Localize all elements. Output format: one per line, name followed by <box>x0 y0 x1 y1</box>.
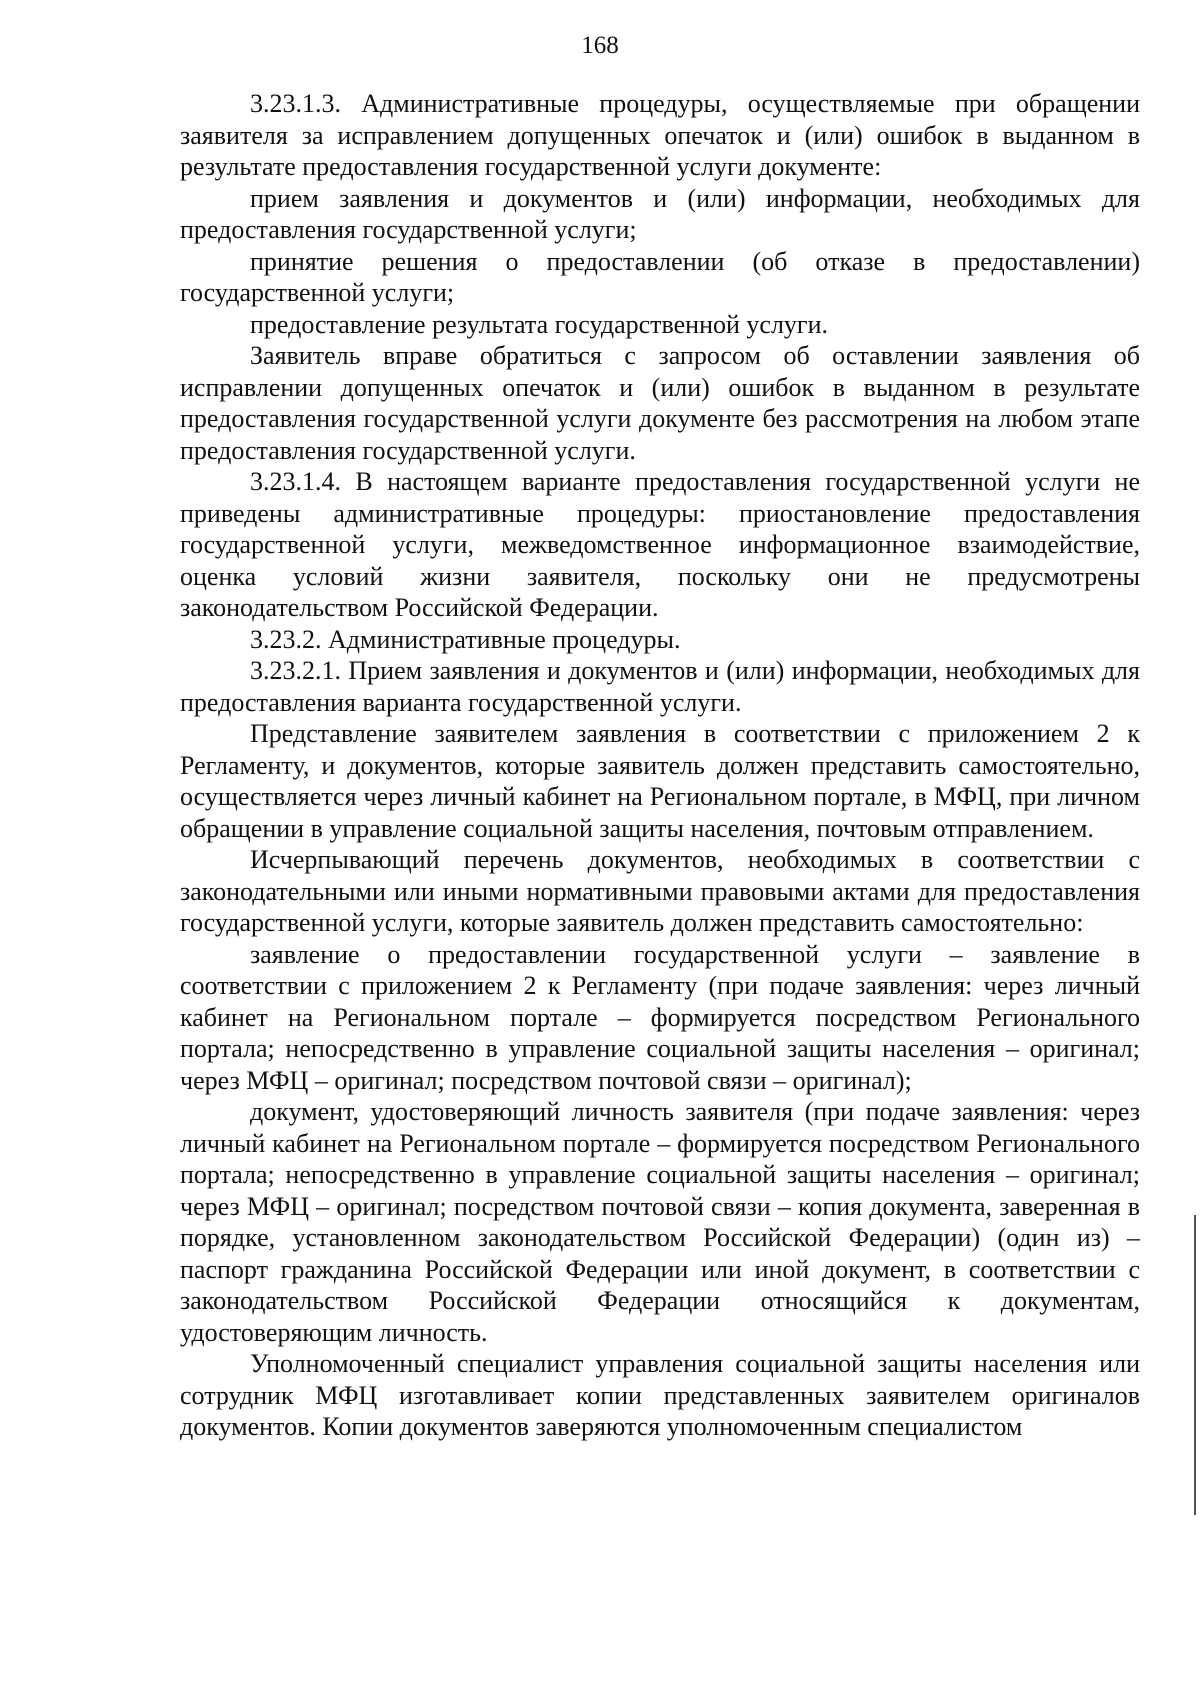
document-body <box>180 88 1140 1443</box>
list-item-decision: принятие решения о предоставлении (об отказе в предоставлении) государственной услуги; <box>180 246 1140 307</box>
page-number: 168 <box>581 32 619 59</box>
paragraph-3-23-1-3: 3.23.1.3. Административные процедуры, осуществляемые при обращении заявителя за исправлением допущенных опечаток и (или) ошибок в выданном в результате предоставления государственной услуги документе: <box>180 89 1140 181</box>
heading-3-23-2: 3.23.2. Административные процедуры. <box>250 624 681 654</box>
list-item-application-reception: прием заявления и документов и (или) информации, необходимых для предоставления государственной услуги; <box>180 183 1140 244</box>
list-item-application: заявление о предоставлении государственной услуги – заявление в соответствии с приложением 2 к Регламенту (при подаче заявления: через личный кабинет на Региональном портале – формируется посредством Регионального портала; непосредственно в управление социальной защиты населения – оригинал; через МФЦ – оригинал; посредством почтовой связи – оригинал); <box>180 939 1140 1095</box>
paragraph-submission-channels: Представление заявителем заявления в соответствии с приложением 2 к Регламенту, и документов, которые заявитель должен представить самостоятельно, осуществляется через личный кабинет на Региональном портале, в МФЦ, при личном обращении в управление социальной защиты населения, почтовым отправлением. <box>180 719 1140 843</box>
paragraph-withdrawal-right: Заявитель вправе обратиться с запросом об оставлении заявления об исправлении допущенных опечаток и (или) ошибок в выданном в результате предоставления государственной услуги документе без рассмотрения на любом этапе предоставления государственной услуги. <box>180 341 1140 465</box>
scan-edge-line <box>1194 1215 1196 1515</box>
list-item-identity-document: документ, удостоверяющий личность заявителя (при подаче заявления: через личный кабинет на Региональном портале – формируется посредством Регионального портала; непосредственно в управление социальной защиты населения – оригинал; через МФЦ – оригинал; посредством почтовой связи – копия документа, заверенная в порядке, установленном законодательством Российской Федерации) (один из) – паспорт гражданина Российской Федерации или иной документ, в соответствии с законодательством Российской Федерации относящийся к документам, удостоверяющим личность. <box>180 1097 1140 1347</box>
paragraph-3-23-2-1: 3.23.2.1. Прием заявления и документов и (или) информации, необходимых для предоставления варианта государственной услуги. <box>180 656 1140 717</box>
list-item-result: предоставление результата государственной услуги. <box>250 309 829 339</box>
paragraph-document-list-intro: Исчерпывающий перечень документов, необходимых в соответствии с законодательными или иными нормативными правовыми актами для предоставления государственной услуги, которые заявитель должен представить самостоятельно: <box>180 845 1140 937</box>
paragraph-3-23-1-4: 3.23.1.4. В настоящем варианте предоставления государственной услуги не приведены административные процедуры: приостановление предоставления государственной услуги, межведомственное информационное взаимодействие, оценка условий жизни заявителя, поскольку они не предусмотрены законодательством Российской Федерации. <box>180 467 1140 622</box>
paragraph-copies: Уполномоченный специалист управления социальной защиты населения или сотрудник МФЦ изготавливает копии представленных заявителем оригиналов документов. Копии документов заверяются уполномоченным специалистом <box>180 1349 1140 1441</box>
